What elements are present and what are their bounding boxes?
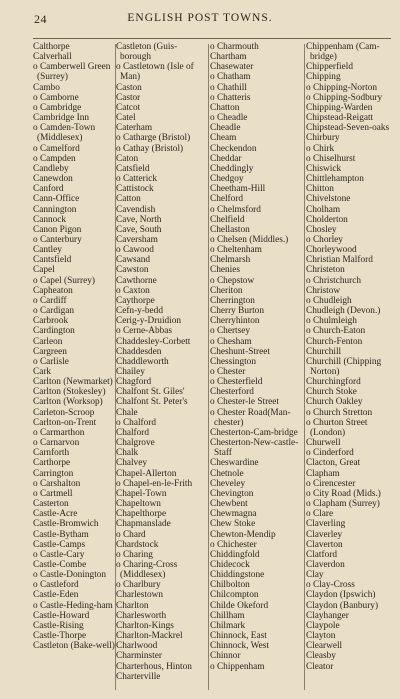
town-entry: Chalfont St. Giles' <box>116 387 185 398</box>
town-entry: Chapel-Town <box>116 488 167 499</box>
town-entry: Chiddingfold <box>210 549 260 560</box>
town-entry: Cawthorne <box>116 275 157 286</box>
town-entry: Churchingford <box>306 377 361 388</box>
town-entry: Castle-Bytham <box>33 529 89 540</box>
town-entry: Claverton <box>306 539 343 550</box>
town-entry: o Christchurch <box>306 275 361 286</box>
town-entry: Candleby <box>33 163 69 174</box>
town-entry: Charterville <box>116 671 161 682</box>
town-entry: o Chester-le Street <box>210 397 280 408</box>
town-entry: Caston <box>116 82 142 93</box>
town-entry: Cattistock <box>116 184 154 195</box>
town-entry: o Chelmsford <box>210 204 261 215</box>
town-entry: Clacton, Great <box>306 458 361 469</box>
town-entry: o Chipping-Sodbury <box>306 92 383 103</box>
town-entry: Church-Fenton <box>306 336 363 347</box>
town-entry: Cholham <box>306 204 341 215</box>
town-entry: Carleton-Scroop <box>33 407 95 418</box>
town-entry: o Camden-Town (Middlesex) <box>33 123 96 144</box>
town-entry: o Cawood <box>116 245 154 256</box>
town-entry: Claydon (Ipswich) <box>306 590 376 601</box>
town-entry: o Castle-Cary <box>33 549 85 560</box>
town-entry: Chelford <box>210 194 244 205</box>
town-entry: Castle-Camps <box>33 539 86 550</box>
town-entry: Carlton-on-Trent <box>33 417 97 428</box>
town-entry: Chirbury <box>306 133 340 144</box>
town-entry: Capel <box>33 265 55 276</box>
town-entry: Chewton-Mendip <box>210 529 276 540</box>
town-entry: o Catterick <box>116 174 158 185</box>
town-entry: Cheshunt-Street <box>210 346 270 357</box>
town-entry: Chevington <box>210 488 254 499</box>
town-entry: Castle-Combe <box>33 559 87 570</box>
town-entry: Chapeltown <box>116 499 161 510</box>
town-entry: Cann-Office <box>33 194 80 205</box>
town-entry: Charminster <box>116 651 162 662</box>
town-entry: Chaddesley-Corbett <box>116 336 191 347</box>
town-entry: Clatford <box>306 549 337 560</box>
town-entry: o Chertsey <box>210 326 251 337</box>
town-entry: o Cirencester <box>306 478 356 489</box>
town-entry: o Chester <box>210 367 246 377</box>
town-entry: Christow <box>306 285 341 296</box>
town-entry: Cefn-y-bedd <box>116 306 163 317</box>
town-entry: Chorleywood <box>306 245 357 256</box>
town-entry: o Cinderford <box>306 448 354 459</box>
town-entry: Charlestown <box>116 590 163 601</box>
town-entry: Cark <box>33 367 52 377</box>
town-entry: Checkendon <box>210 143 257 154</box>
town-entry: Charlesworth <box>116 610 167 621</box>
town-entry: Chalk <box>116 448 139 459</box>
town-entry: o Clay-Cross <box>306 580 355 591</box>
town-entry: o Cartmell <box>33 488 73 499</box>
town-entry: o Chorley <box>306 234 343 245</box>
town-entry: o Charlbury <box>116 580 161 591</box>
town-entry: Chasewater <box>210 62 254 73</box>
town-entry: Catcot <box>116 102 141 113</box>
town-entry: Chillham <box>210 610 245 621</box>
town-entry: o Chalford <box>116 417 157 428</box>
town-entry: o Church Stretton <box>306 407 373 418</box>
town-entry: Carbrook <box>33 316 69 327</box>
town-entry: o Cerne-Abbas <box>116 326 173 337</box>
town-entry: Cheddar <box>210 153 242 164</box>
town-entry: o Camelford <box>33 143 80 154</box>
town-entry: Carlton (Newmarket) <box>33 377 113 388</box>
town-entry: Chatton <box>210 102 240 113</box>
town-entry: Charlton-Kings <box>116 620 174 631</box>
town-entry: Caversham <box>116 234 158 245</box>
header-rule <box>33 38 391 39</box>
town-entry: o Cheadle <box>210 113 248 124</box>
town-entry: o Cheltenham <box>210 245 262 256</box>
town-entry: Cherry Burton <box>210 306 264 317</box>
town-entry: o Chiselhurst <box>306 153 356 164</box>
town-entry: Catel <box>116 113 136 124</box>
town-entry: Claverdon <box>306 559 345 570</box>
page-number: 24 <box>34 12 47 26</box>
town-columns <box>33 42 393 692</box>
town-entry: Cargreen <box>33 346 67 357</box>
town-entry: Chilbolton <box>210 580 250 591</box>
town-entry: o Chirk <box>306 143 335 154</box>
town-entry: Chapel-Allerton <box>116 468 177 479</box>
town-entry: Claydon (Banbury) <box>306 600 379 611</box>
town-entry: Chinnock, West <box>210 641 269 652</box>
town-entry: o Chatteris <box>210 92 251 103</box>
town-entry: Chitton <box>306 184 334 195</box>
town-entry: Canewdon <box>33 174 73 185</box>
town-entry: Cleasby <box>306 651 336 662</box>
town-entry: Castle-Acre <box>33 509 78 520</box>
town-entry: Cheriton <box>210 285 243 296</box>
town-entry: Chartham <box>210 52 247 63</box>
town-entry: o Carlisle <box>33 356 69 367</box>
town-entry: o Clapham (Surrey) <box>306 499 380 510</box>
town-entry: Catsfield <box>116 163 150 174</box>
town-entry: o Chulmleigh <box>306 316 357 327</box>
town-entry: o Cathay (Bristol) <box>116 143 184 154</box>
town-entry: o Cambridge <box>33 102 82 113</box>
town-entry: Chellaston <box>210 224 250 235</box>
town-entry: o City Road (Mids.) <box>306 488 381 499</box>
town-entry: Chapelthorpe <box>116 509 167 520</box>
town-entry: Cawston <box>116 265 149 276</box>
town-entry: Cholderton <box>306 214 348 225</box>
town-entry: Churchill (Chipping Norton) <box>306 356 382 377</box>
town-entry: o Church-Eaton <box>306 326 366 337</box>
town-entry: Carleon <box>33 336 63 347</box>
town-entry: Castle-Howard <box>33 610 90 621</box>
town-entry: Chalvey <box>116 458 147 469</box>
town-entry: Chivelstone <box>306 194 351 205</box>
town-entry: Church Oakley <box>306 397 363 408</box>
town-entry: o Caxton <box>116 285 150 296</box>
town-entry: Castor <box>116 92 141 103</box>
town-entry: Chipstead-Reigatt <box>306 113 374 124</box>
town-entry: Cavendish <box>116 204 156 215</box>
town-entry: Chelmarsh <box>210 255 251 266</box>
town-entry: o Castle-Donington <box>33 570 107 581</box>
town-entry: Charterhous, Hinton <box>116 661 192 672</box>
town-entry: o Chatham <box>210 72 251 83</box>
town-entry: Chaddesden <box>116 346 162 357</box>
town-entry: Caterham <box>116 123 153 134</box>
town-entry: o Chesterfield <box>210 377 263 388</box>
town-entry: Chesterford <box>210 387 254 398</box>
town-entry: Cave, North <box>116 214 162 225</box>
town-entry: Chittlehampton <box>306 174 364 185</box>
town-entry: Chalfont St. Peter's <box>116 397 188 408</box>
town-entry: o Carnarvon <box>33 438 80 449</box>
town-entry: Clayton <box>306 631 336 642</box>
town-entry: o Chippenham <box>210 661 265 672</box>
town-entry: Chagford <box>116 377 152 388</box>
town-entry: o Canterbury <box>33 234 82 245</box>
town-entry: o Castle-Heding-ham <box>33 600 113 611</box>
town-entry: Chesterton-Cam-bridge <box>210 427 298 438</box>
town-entry: Churchill <box>306 346 342 357</box>
town-entry: Chaddleworth <box>116 356 169 367</box>
town-entry: Chewmagna <box>210 509 257 520</box>
town-entry: Churwell <box>306 438 341 449</box>
town-entry: Cannock <box>33 214 67 225</box>
town-entry: Cambo <box>33 82 60 93</box>
town-entry: Cantley <box>33 245 62 256</box>
town-entry: Chelfield <box>210 214 245 225</box>
town-entry: Charlton-Mackrel <box>116 631 183 642</box>
town-entry: Cantsfield <box>33 255 72 266</box>
town-entry: Clapham <box>306 468 340 479</box>
town-entry: Castleton (Guis-borough <box>116 42 178 63</box>
town-entry: Chudleigh (Devon.) <box>306 306 381 317</box>
town-entry: Chipperfield <box>306 62 353 73</box>
town-entry: Carrington <box>33 468 74 479</box>
town-entry: Cerig-y-Druidion <box>116 316 182 327</box>
running-header <box>0 12 400 28</box>
town-entry: o Chudleigh <box>306 295 352 306</box>
town-entry: Castle-Rising <box>33 620 84 631</box>
town-entry: Carnforth <box>33 448 70 459</box>
town-entry: Cheveley <box>210 478 246 489</box>
town-entry: o Clare <box>306 509 334 520</box>
town-entry: Clayhanger <box>306 610 349 621</box>
town-entry: Cheswardine <box>210 458 259 469</box>
town-entry: o Charmouth <box>210 42 259 52</box>
town-entry: o Castletown (Isle of Man) <box>116 62 194 83</box>
town-entry: Chardstock <box>116 539 159 550</box>
town-entry: o Chapel-en-le-Frith <box>116 478 193 489</box>
town-entry: Chale <box>116 407 138 418</box>
town-entry: Chinnock, East <box>210 631 267 642</box>
town-entry: Chedgoy <box>210 174 244 185</box>
town-entry: Cherrington <box>210 295 255 306</box>
town-entry: o Churton Street (London) <box>306 417 368 438</box>
town-entry: Cawsand <box>116 255 151 266</box>
town-entry: o Charing <box>116 549 153 560</box>
town-entry: Chiswick <box>306 163 342 174</box>
town-entry: o Chester Road(Man-chester) <box>210 407 291 428</box>
town-entry: o Chepstow <box>210 275 255 286</box>
town-entry: Chalford <box>116 427 150 438</box>
town-entry: Charlwood <box>116 641 158 652</box>
town-entry: Chiddingstone <box>210 570 265 581</box>
town-entry: Canon Pigon <box>33 224 82 235</box>
town-entry: Cheadle <box>210 123 241 134</box>
town-entry: Chilmark <box>210 620 246 631</box>
town-entry: Chidecock <box>210 559 250 570</box>
town-entry: o Cardiff <box>33 295 67 306</box>
town-entry: Claverley <box>306 529 343 540</box>
town-entry: o Catharge (Bristol) <box>116 133 191 144</box>
town-entry: Chipping-Warden <box>306 102 373 113</box>
town-entry: Chapmanslade <box>116 519 171 530</box>
town-entry: Castle-Eden <box>33 590 79 601</box>
town-entry: Chenies <box>210 265 240 276</box>
town-entry: Chew Stoke <box>210 519 256 530</box>
column-1 <box>33 42 115 651</box>
town-entry: o Campden <box>33 153 76 164</box>
town-entry: o Camberwell Green (Surrey) <box>33 62 111 83</box>
town-entry: Childe Okeford <box>210 600 269 611</box>
town-entry: Charlton <box>116 600 149 611</box>
town-entry: Castle-Thorpe <box>33 631 87 642</box>
town-entry: Caton <box>116 153 139 164</box>
town-entry: Chippenham (Cam-bridge) <box>306 42 380 63</box>
town-entry: Cave, South <box>116 224 162 235</box>
town-entry: Cheetham-Hill <box>210 184 266 195</box>
town-entry: o Chard <box>116 529 146 540</box>
town-entry: Chinnor <box>210 651 241 662</box>
town-entry: o Camborne <box>33 92 79 103</box>
town-entry: Clearwell <box>306 641 343 652</box>
town-entry: Chosley <box>306 224 337 235</box>
town-entry: Claverling <box>306 519 346 530</box>
column-3 <box>210 42 304 672</box>
town-entry: Casterton <box>33 499 69 510</box>
town-entry: Carthorpe <box>33 458 71 469</box>
town-entry: Claypole <box>306 620 340 631</box>
town-entry: Chalgrove <box>116 438 155 449</box>
town-entry: o Chichester <box>210 539 257 550</box>
town-entry: o Carmarthon <box>33 427 85 438</box>
page-title: ENGLISH POST TOWNS. <box>127 12 273 24</box>
town-entry: Calverhall <box>33 52 72 63</box>
town-entry: Chipstead-Seven-oaks <box>306 123 390 134</box>
town-entry: Christeton <box>306 265 345 276</box>
town-entry: o Chelsen (Middles.) <box>210 234 289 245</box>
town-entry: o Chathill <box>210 82 247 93</box>
town-entry: o Cardigan <box>33 306 75 317</box>
town-entry: Clay <box>306 570 324 581</box>
town-entry: Caythorpe <box>116 295 155 306</box>
town-entry: Canford <box>33 184 64 195</box>
town-entry: Carlton (Worksop) <box>33 397 103 408</box>
town-entry: Cheam <box>210 133 237 144</box>
town-entry: Cherryhinton <box>210 316 260 327</box>
town-entry: Chesterton-New-castle-Staff <box>210 438 299 459</box>
town-entry: Chessington <box>210 356 256 367</box>
town-entry: o Castleford <box>33 580 79 591</box>
town-entry: Cleator <box>306 661 334 672</box>
town-entry: Chilcompton <box>210 590 259 601</box>
town-entry: o Chipping-Norton <box>306 82 378 93</box>
town-entry: Chewbent <box>210 499 248 510</box>
column-4 <box>306 42 396 672</box>
town-entry: Catton <box>116 194 141 205</box>
town-entry: o Chesham <box>210 336 252 347</box>
town-entry: Castle-Bromwich <box>33 519 99 530</box>
town-entry: Cannington <box>33 204 77 215</box>
town-entry: Chipping <box>306 72 341 83</box>
town-entry: Carlton (Stokesley) <box>33 387 106 398</box>
town-entry: o Charing-Cross (Middlesex) <box>116 559 178 581</box>
town-entry: Cardington <box>33 326 75 337</box>
town-entry: Cheddingly <box>210 163 254 174</box>
town-entry: Capheaton <box>33 285 73 296</box>
town-entry: Chailey <box>116 367 145 377</box>
town-entry: Cambridge Inn <box>33 113 90 124</box>
town-entry: o Capel (Surrey) <box>33 275 95 286</box>
town-entry: Christian Malford <box>306 255 373 266</box>
column-2 <box>116 42 207 682</box>
town-entry: Chetnole <box>210 468 244 479</box>
town-entry: Church Stoke <box>306 387 357 398</box>
town-entry: Castleton (Bake-well) <box>33 641 115 652</box>
town-entry: Calthorpe <box>33 42 70 52</box>
town-entry: o Carshalton <box>33 478 81 489</box>
